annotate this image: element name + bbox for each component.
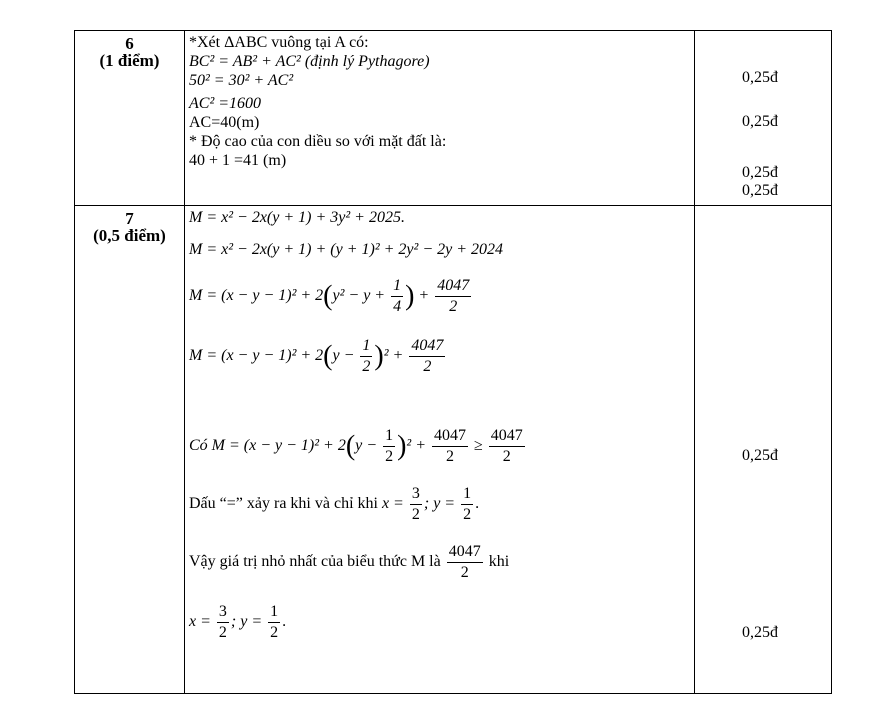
solution-line: AC² =1600 [189,95,262,112]
solution-line: Có M = (x − y − 1)² + 2(y − $\frac{1}{2}$ )² + $\frac{4047}{2}$ ≥ $\frac{4047}{2}$ [189,426,523,465]
question-7-solution [185,206,695,694]
question-7-row [75,206,832,694]
solution-line: Vậy giá trị nhỏ nhất của biểu thức M là $\frac{4047}{2}$ khi [189,542,510,581]
solution-line: x = $\frac{3}{2}$ ; y = $\frac{1}{2}$ . [189,602,287,641]
solution-line: M = x² − 2x(y + 1) + (y + 1)² + 2y² − 2y + 2024 [189,241,504,258]
solution-line: AC=40(m) [189,114,260,131]
solution-line: * Độ cao của con diều so với mặt đất là: [189,133,447,150]
score-value: 0,25đ [742,69,778,86]
question-6-label [75,31,185,206]
score-value: 0,25đ [742,113,778,130]
question-7-scores [695,206,832,694]
solution-line: 40 + 1 =41 (m) [189,152,287,169]
solution-line: M = x² − 2x(y + 1) + 3y² + 2025. [189,209,405,226]
question-6-row [75,31,832,206]
question-6-scores [695,31,832,206]
score-value: 0,25đ [742,624,778,641]
question-6-solution [185,31,695,206]
score-value: 0,25đ [742,447,778,464]
solution-line: *Xét ΔABC vuông tại A có: [189,34,369,51]
question-number: 7 [125,209,134,228]
solution-line: M = (x − y − 1)² + 2(y − $\frac{1}{2}$ )² + $\frac{4047}{2}$ [189,336,444,375]
question-number: 6 [125,34,134,53]
solution-line: 50² = 30² + AC² [189,72,294,89]
question-points: (0,5 điểm) [93,226,166,245]
score-value: 0,25đ [742,182,778,199]
score-value: 0,25đ [742,164,778,181]
question-7-label [75,206,185,694]
solution-line: Dấu “=” xảy ra khi và chỉ khi x = $\frac{3}{2}$ ; y = $\frac{1}{2}$ . [189,484,480,523]
answer-table [74,30,832,694]
question-points: (1 điểm) [99,51,160,70]
solution-line: M = (x − y − 1)² + 2(y² − y + $\frac{1}{4}$ ) + $\frac{4047}{2}$ [189,276,470,315]
solution-line: BC² = AB² + AC² (định lý Pythagore) [189,53,430,70]
